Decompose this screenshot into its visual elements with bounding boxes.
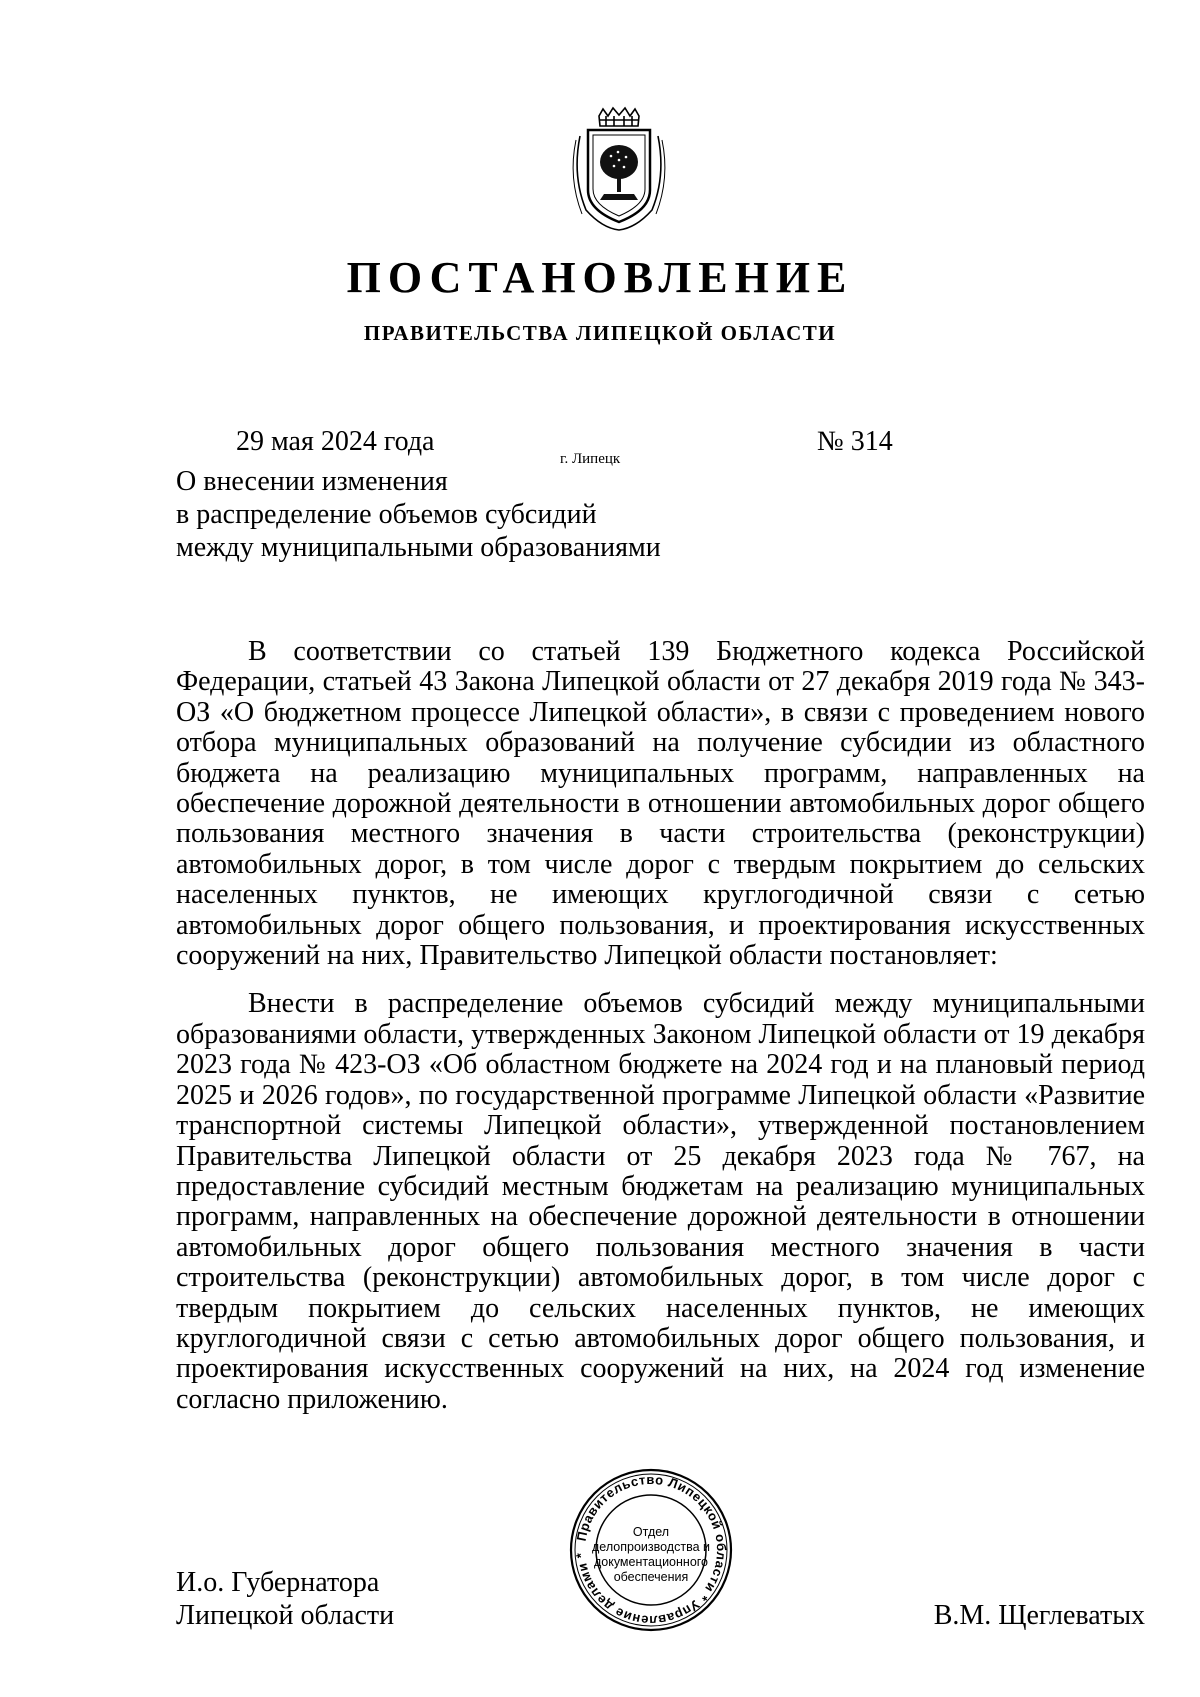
stamp-line: делопроизводства и (592, 1540, 710, 1554)
body-paragraph: Внести в распределение объемов субсидий между муниципальными образованиями области, утвержденных Законом Липецкой области от 19 декабря 2023 года № 423-ОЗ «Об областном бюджете на 2024 год и на плановый период 2025 и 2026 годов», по государственной программе Липецкой области «Развитие транспортной системы Липецкой области», утвержденной постановлением Правительства Липецкой области от 25 декабря 2023 года № 767, на предоставление субсидий местным бюджетам на реализацию муниципальных программ, направленных на обеспечение дорожной деятельности в отношении автомобильных дорог общего пользования местного значения в части строительства (реконструкции) автомобильных дорог, в том числе дорог с твердым покрытием до сельских населенных пунктов, не имеющих круглогодичной связи с сетью автомобильных дорог общего пользования, и проектирования искусственных сооружений на них, на 2024 год изменение согласно приложению. (176, 988, 1145, 1415)
signer-position-line: И.о. Губернатора (176, 1567, 380, 1598)
document-type-title: ПОСТАНОВЛЕНИЕ (346, 253, 854, 302)
signer-name: В.М. Щеглеватых (933, 1600, 1145, 1631)
document-date: 29 мая 2024 года (236, 426, 435, 457)
signer-position (176, 1566, 394, 1632)
heading-line: в распределение объемов субсидий (176, 499, 597, 530)
document-city: г. Липецк (560, 451, 621, 467)
stamp-outer-text: Правительство Липецкой области * Управление делами * (573, 1471, 730, 1629)
body-paragraph: В соответствии со статьей 139 Бюджетного кодекса Российской Федерации, статьей 43 Закона Липецкой области от 27 декабря 2019 года № 343-ОЗ «О бюджетном процессе Липецкой области», в связи с проведением нового отбора муниципальных образований на получение субсидии из областного бюджета на реализацию муниципальных программ, направленных на обеспечение дорожной деятельности в отношении автомобильных дорог общего пользования местного значения в части строительства (реконструкции) автомобильных дорог, в том числе дорог с твердым покрытием до сельских населенных пунктов, не имеющих круглогодичной связи с сетью автомобильных дорог общего пользования, и проектирования искусственных сооружений на них, Правительство Липецкой области постановляет: (176, 636, 1145, 972)
document-number: № 314 (817, 426, 893, 457)
document-heading (176, 465, 661, 564)
stamp-line: обеспечения (613, 1570, 689, 1584)
coat-of-arms-icon (566, 106, 672, 234)
signer-position-line: Липецкой области (176, 1600, 395, 1631)
issuing-authority: ПРАВИТЕЛЬСТВА ЛИПЕЦКОЙ ОБЛАСТИ (363, 321, 837, 345)
stamp-line: документационного (593, 1555, 709, 1569)
heading-line: О внесении изменения (176, 466, 448, 497)
document-body (176, 637, 1145, 1415)
stamp-inner-text (567, 1525, 735, 1585)
stamp-line: Отдел (632, 1525, 670, 1539)
heading-line: между муниципальными образованиями (176, 532, 661, 563)
